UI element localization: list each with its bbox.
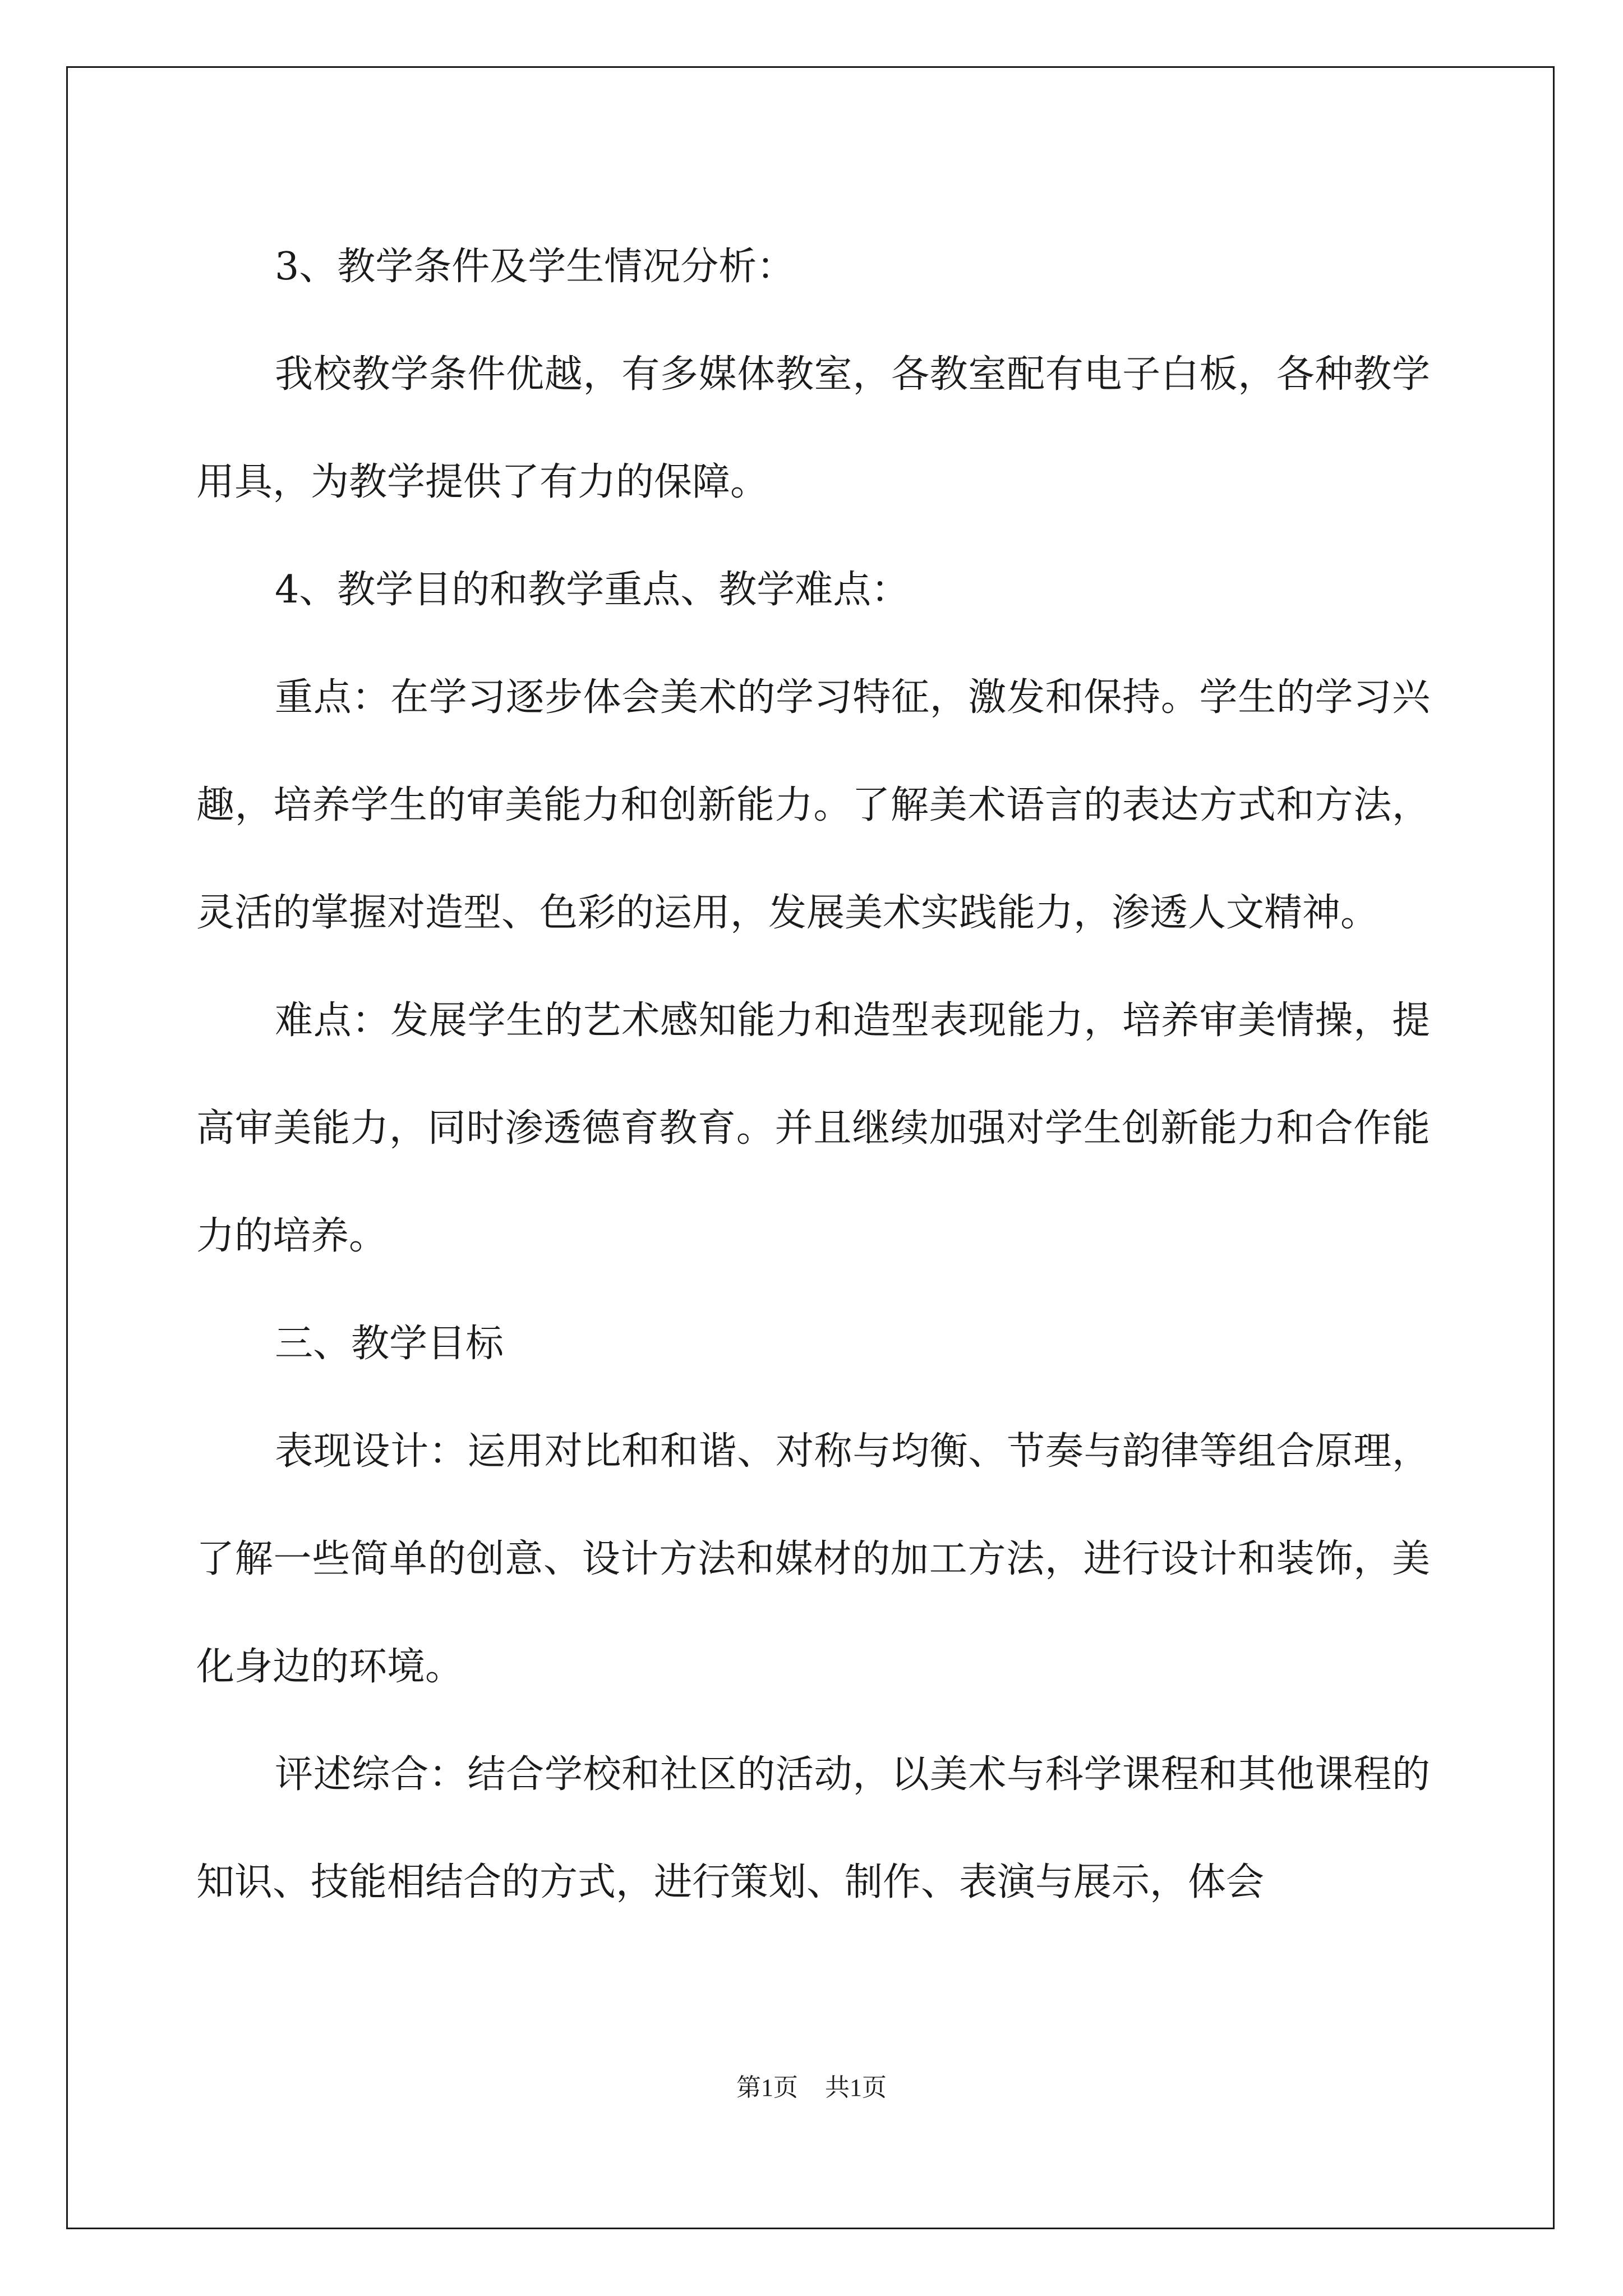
paragraph-difficulties: 难点：发展学生的艺术感知能力和造型表现能力，培养审美情操，提高审美能力，同时渗透德育教育。并且继续加强对学生创新能力和合作能力的培养。 <box>196 999 1430 1258</box>
page-footer <box>0 2067 1623 2103</box>
paragraph-teaching-conditions-heading: 3、教学条件及学生情况分析： <box>275 245 795 289</box>
document-body <box>196 213 1430 1936</box>
paragraph-teaching-goals-heading: 4、教学目的和教学重点、教学难点： <box>275 568 910 612</box>
paragraph-teaching-conditions: 我校教学条件优越，有多媒体教室，各教室配有电子白板，各种教学用具，为教学提供了有力的保障。 <box>196 352 1430 504</box>
paragraph-expression-design: 表现设计：运用对比和和谐、对称与均衡、节奏与韵律等组合原理，了解一些简单的创意、设计方法和媒材的加工方法，进行设计和装饰，美化身边的环境。 <box>196 1429 1430 1689</box>
page-number-current: 第1页 <box>736 2074 798 2101</box>
paragraph-key-points: 重点：在学习逐步体会美术的学习特征，激发和保持。学生的学习兴趣，培养学生的审美能力和创新能力。了解美术语言的表达方式和方法，灵活的掌握对造型、色彩的运用，发展美术实践能力，渗透人文精神。 <box>196 675 1430 935</box>
paragraph-review-synthesis: 评述综合：结合学校和社区的活动，以美术与科学课程和其他课程的知识、技能相结合的方式，进行策划、制作、表演与展示，体会 <box>196 1752 1430 1904</box>
section-heading-teaching-objectives: 三、教学目标 <box>275 1322 504 1366</box>
page-number-total: 共1页 <box>825 2074 887 2101</box>
